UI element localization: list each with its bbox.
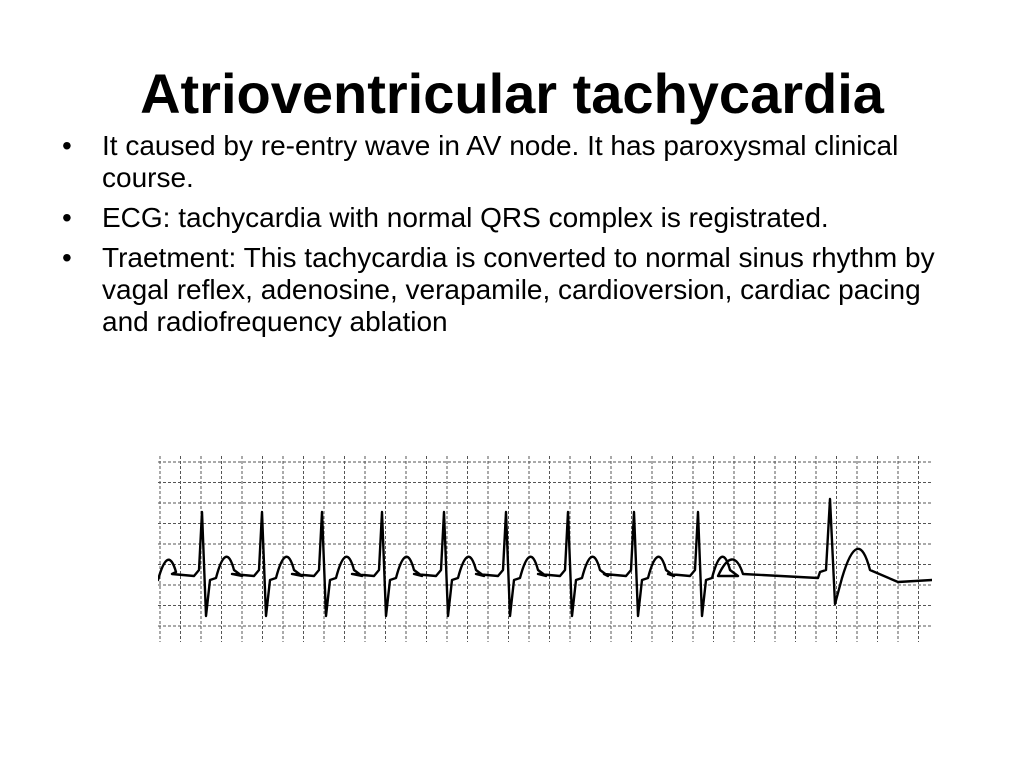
bullet-text: It caused by re-entry wave in AV node. It has paroxysmal clinical course.: [102, 130, 899, 193]
ecg-strip-image: [158, 456, 932, 642]
bullet-item: [62, 130, 972, 194]
bullet-text: Traetment: This tachycardia is converted to normal sinus rhythm by vagal reflex, adenosine, verapamile, cardioversion, cardiac pacing and radiofrequency ablation: [102, 242, 935, 337]
bullet-list: [62, 130, 972, 346]
slide-title: Atrioventricular tachycardia: [140, 62, 884, 125]
bullet-marker: •: [62, 202, 72, 233]
bullet-item: [62, 202, 972, 234]
bullet-marker: •: [62, 242, 72, 273]
bullet-marker: •: [62, 130, 72, 161]
bullet-text: ECG: tachycardia with normal QRS complex is registrated.: [102, 202, 829, 233]
bullet-item: [62, 242, 972, 338]
